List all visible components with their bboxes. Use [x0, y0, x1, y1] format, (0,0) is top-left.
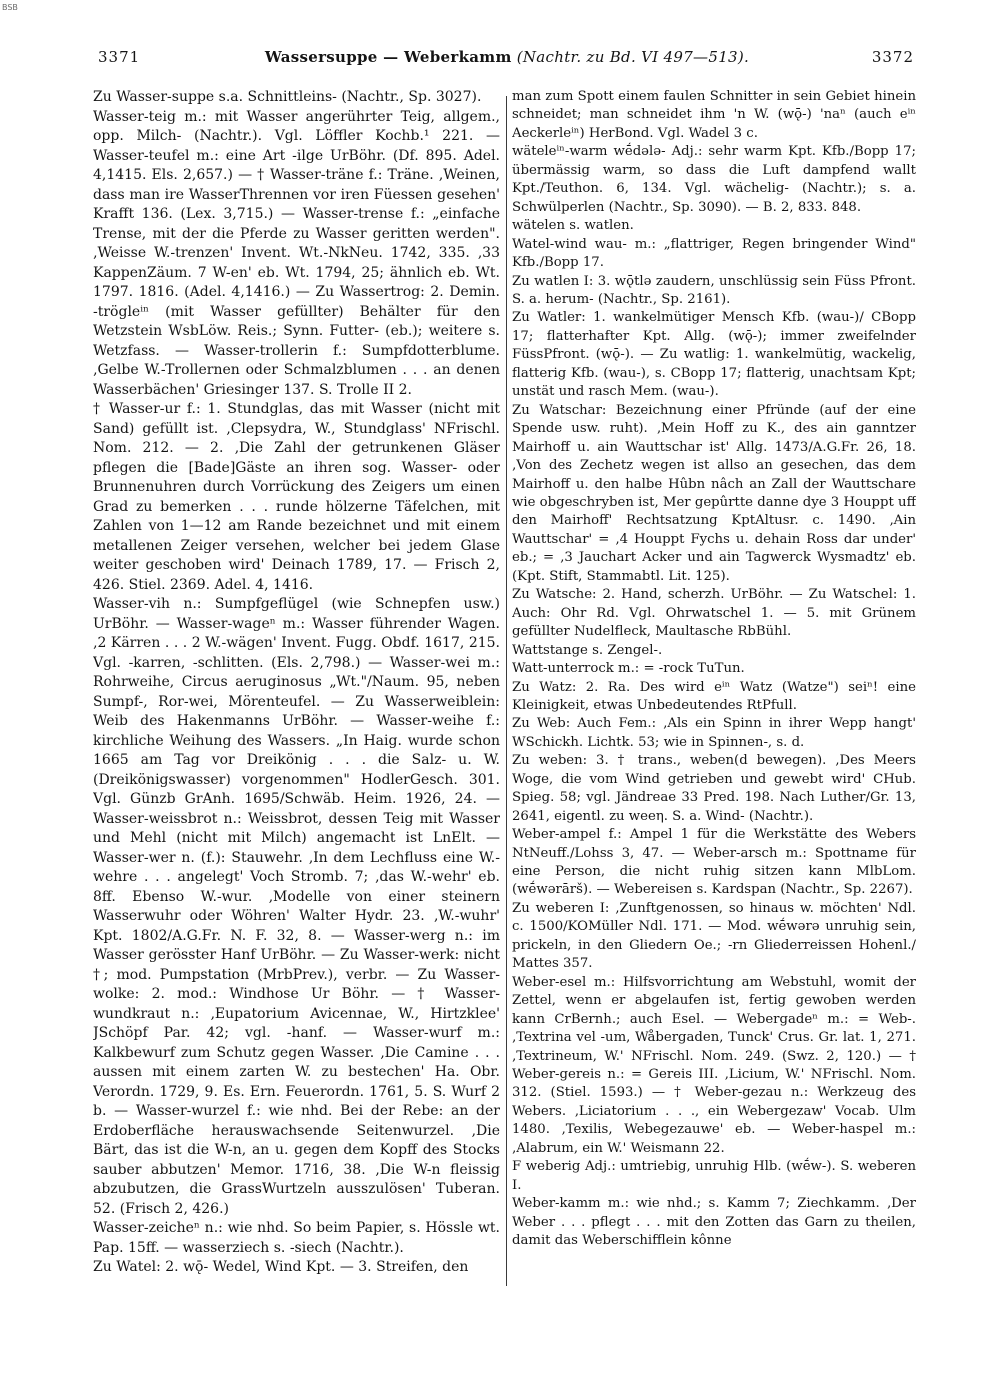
entry-paragraph: Zu Watsche: 2. Hand, scherzh. UrBöhr. — Zu Watschel: 1. Auch: Ohr Rd. Vgl. Ohrwatschel 1. — 5. mit Grünem gefüllter Nudelfleck, Maultasche RbBühl. — [512, 587, 916, 640]
page-header — [98, 48, 916, 72]
entry-paragraph: Weber-kamm m.: wie nhd.; s. Kamm 7; Ziechkamm. ‚Der Weber . . . pflegt . . . mit den Zotten das Garn zu theilen, damit das Weberschifflein kônne — [512, 1196, 916, 1249]
entry-paragraph: F weberig Adj.: umtriebig, unruhig Hlb. (wḗw-). S. weberen I. — [512, 1159, 916, 1193]
entry-paragraph: Zu weberen I: ‚Zunftgenossen, so hinaus w. möchten' Ndl. c. 1500/KOMüller Ndl. 171. — Mod. wḗwərə unruhig sein, prickeln, in den Gliedern Oe.; -rn Gliederreissen Hohenl./ Mattes 357. — [512, 900, 916, 972]
entry-paragraph: † Wasser-ur f.: 1. Stundglas, das mit Wasser (nicht mit Sand) gefüllt ist. ‚Clepsydra, W., Stundglass' NFrischl. Nom. 212. — 2. ‚Die Zahl der getrunkenen Gläser pflegen die [Bade]Gäste an ihren sog. Wasser- oder Brunnenuhren durch Vorrückung des Zeigers um einen Grad zu bemerken . . . runde hölzerne Täfelchen, mit Zahlen von 1—12 am Rande bezeichnet und mit einem metallenen Zeiger versehen, welcher bei jedem Glase weiter geschoben wird' Deinach 1789, 17. — Frisch 2, 426. Stiel. 2369. Adel. 4, 1416. — [93, 401, 500, 593]
entry-paragraph: Wattstange s. Zengel-. — [512, 642, 663, 658]
entry-paragraph: wäteleⁱⁿ-warm wḗdələ- Adj.: sehr warm Kpt. Kfb./Bopp 17; übermässig warm, so dass die Luft dampfend wallt Kpt./Teuthon. 6, 134. Vgl. wächelig- (Nachtr.); s. a. Schwülperlen (Nachtr., Sp. 3090). — B. 2, 833. 848. — [512, 144, 916, 215]
library-stamp: BSB — [2, 3, 18, 12]
running-title-main: Wassersuppe — Weberkamm — [264, 48, 512, 66]
entry-paragraph: wätelen s. watlen. — [512, 218, 634, 234]
entry-paragraph: Wasser-zeicheⁿ n.: wie nhd. So beim Papier, s. Hössle wt. Pap. 15ff. — wasserziech s. -siech (Nachtr.). — [93, 1220, 500, 1256]
page-number-left: 3371 — [98, 48, 141, 66]
entry-paragraph: Watt-unterrock m.: = -rock TuTun. — [512, 661, 745, 677]
page-number-right: 3372 — [871, 48, 914, 66]
entry-paragraph: Zu Watz: 2. Ra. Des wird eⁱⁿ Watz (Watze") seiⁿ! eine Kleinigkeit, etwas Unbedeutendes RtPfull. — [512, 679, 916, 713]
entry-paragraph: Zu Watel: 2. wǭ- Wedel, Wind Kpt. — 3. Streifen, den — [93, 1259, 469, 1275]
entry-paragraph: Zu watlen I: 3. wǭtlə zaudern, unschlüssig sein Füss Pfront. S. a. herum- (Nachtr., Sp. 2161). — [512, 273, 916, 307]
entry-paragraph: man zum Spott einem faulen Schnitter in sein Gebiet hinein schneidet; man schneidet ihm 'n W. (wǭ-) 'naⁿ (auch eⁱⁿ Aeckerleⁱⁿ) HerBond. Vgl. Wadel 3 c. — [512, 89, 916, 141]
entry-paragraph: Wasser-vih n.: Sumpfgeflügel (wie Schnepfen usw.) UrBöhr. — Wasser-wageⁿ m.: Wasser führender Wagen. ‚2 Kärren . . . 2 W.-wägen' Invent. Fugg. Obdf. 1617, 215. Vgl. -karren, -schlitten. (Els. 2,798.) — Wasser-wei m.: Rohrweihe, Circus aeruginosus „Wt."/Naum. 95, neben Sumpf-, Ror-wei, Mörenteufel. — Zu Wasserweiblein: Weib des Hakenmanns UrBöhr. — Wasser-weihe f.: kirchliche Weihung des Wassers. „In Haig. wurde schon 1665 am Tag vor Dreikönig . . . die Salz- u. W. (Dreikönigswasser) vorgenommen" HodlerGesch. 301. Vgl. Günzb GrAnh. 1695/Schwäb. Heim. 1926, 24. — Wasser-weissbrot n.: Weissbrot, dessen Teig mit Wasser und Mehl (nicht mit Milch) angemacht ist LnElt. — Wasser-wer n. (f.): Stauwehr. ‚In dem Lechfluss eine W.-wehre . . . angelegt' Voch Stromb. 7; ‚das W.-wehr' eb. 8ff. Ebenso W.-wur. ‚Modelle von einer steinern Wasserwuhr oder Wöhren' Walter Hydr. 23. ‚W.-wuhr' Kpt. 1802/A.G.Fr. N. F. 32, 8. — Wasser-werg n.: im Wasser gerösster Hanf UrBöhr. — Zu Wasser-werk: nicht †; mod. Pumpstation (MrbPrev.), verbr. — Zu Wasser-wolke: 2. mod.: Windhose Ur Böhr. — † Wasser-wundkraut n.: ‚Eupatorium Avicennae, W., Hirtzklee' JSchöpf Par. 42; vgl. -hanf. — Wasser-wurf m.: Kalkbewurf zum Schutz gegen Wasser. ‚Die Camine . . . aussen mit einem zarten W. zu bestechen' Ha. Obr. Verordn. 1729, 9. Es. Ern. Feuerordn. 1761, 5. S. Wurf 2 b. — Wasser-wurzel f.: wie nhd. Bei der Rebe: an der Erdoberfläche herauswachsende Seitenwurzel. ‚Die Bärt, das ist die W-n, an u. gegen dem Kopff des Stocks sauber abbutzen' Memor. 1716, 38. ‚Die W-n fleissig abzubutzen, die GrassWurtzeln ausszulösen' Tuberan. 52. (Frisch 2, 426.) — [93, 596, 500, 1217]
entry-paragraph: Zu weben: 3. † trans., weben(d bewegen). ‚Des Meers Woge, die vom Wind getrieben und gewebt wird' CHub. Spieg. 58; vgl. Jändreae 33 Pred. 198. Nach Luther/Gr. 13, 2641, eigentl. zu weeη. S. a. Wind- (Nachtr.). — [512, 753, 916, 824]
column-divider — [506, 96, 507, 1286]
entry-paragraph: Zu Watschar: Bezeichnung einer Pfründe (auf der eine Spende usw. ruht). ‚Mein Hoff zu K., des ain ganntzer Mairhoff u. ain Wauttschar ist' Allg. 1473/A.G.Fr. 26, 18. ‚Von des Zechetz wegen ist allso an gesechen, das dem Mairhoff u. den halbe Hûbn nâch an Zall der Wauttschare wie obgeschryben ist, Mer gepûrtte danne dye 3 Houppt uff den Mairhoff' Rechtsatzung KptAltusr. c. 1490. ‚Ain Wauttschar' = ‚4 Houppt Fychs u. dehain Ross dar under' eb.; = ‚3 Jauchart Acker und ain Tagwerck Wysmadtz' eb. (Kpt. Stift, Stammabtl. Lit. 125). — [512, 402, 916, 584]
running-title-supplement: (Nachtr. zu Bd. VI 497—513). — [516, 48, 750, 66]
entry-paragraph: Zu Watler: 1. wankelmütiger Mensch Kfb. (wau-)/ CBopp 17; flatterhafter Kpt. Allg. (wǭ-); immer zweifelnder FüssPfront. (wǭ-). — Zu watlig: 1. wankelmütig, wackelig, flatterig Kfb. (wau-), s. CBopp 17; flatterig, unachtsam Kpt; unstät und rasch Mem. (wau-). — [512, 310, 916, 400]
entry-paragraph: Watel-wind wau- m.: „flattriger, Regen bringender Wind" Kfb./Bopp 17. — [512, 236, 916, 271]
entry-paragraph: Weber-esel m.: Hilfsvorrichtung am Webstuhl, womit der Zettel, wenn er abgelaufen ist, fertig gewoben werden kann CrBernh.; auch Esel. — Webergadeⁿ m.: = Web-. ‚Textrina vel -um, Wåbergaden, Tunck' Crus. Gr. lat. 1, 271. ‚Textrineum, W.' NFrischl. Nom. 249. (Swz. 2, 120.) — † Weber-gereis n.: = Gereis III. ‚Licium, W.' NFrischl. Nom. 312. (Stiel. 1593.) — † Weber-gezau n.: Werkzeug des Webers. ‚Liciatorium . . ., ein Webergezaw' Vocab. Ulm 1480. ‚Texilis, Webegezauwe' eb. — Weber-haspel m.: ‚Alabrum, ein W.' Weismann 22. — [512, 974, 916, 1156]
entry-paragraph: Zu Wasser-suppe s.a. Schnittleins- (Nachtr., Sp. 3027). — [93, 89, 482, 105]
left-column — [93, 88, 500, 1288]
entry-paragraph: Weber-ampel f.: Ampel 1 für die Werkstätte des Webers NtNeuff./Lohss 3, 47. — Weber-arsch m.: Spottname für eine Person, die nicht ruhig sitzen kann MlbLom. (wḗwərārš). — Webereisen s. Kardspan (Nachtr., Sp. 2267). — [512, 827, 916, 898]
entry-paragraph: Wasser-teig m.: mit Wasser angerührter Teig, allgem., opp. Milch- (Nachtr.). Vgl. Löffler Kochb.¹ 221. — Wasser-teufel m.: eine Art -ilge UrBöhr. (Df. 895. Adel. 4,1415. Els. 2,657.) — † Wasser-träne f.: Träne. ‚Weinen, dass man ire WasserThrennen vor iren Füessen gesehen' Krafft 136. (Lex. 3,715.) — Wasser-trense f.: „einfache Trense, mit der die Pferde zu Wasser geritten werden". ‚Weisse W.-trenzen' Invent. Wt.-NkNeu. 1742, 335. ‚33 KappenZäum. 7 W-en' eb. Wt. 1794, 25; ähnlich eb. Wt. 1797. 1816. (Adel. 4,1416.) — Zu Wassertrog: 2. Demin. -trögleⁱⁿ (mit Wasser gefüllter) Behälter für den Wetzstein WsbLöw. Reis.; Synn. Futter- (eb.); weitere s. Wetzfass. — Wasser-trollerin f.: Sumpfdotterblume. ‚Gelbe W.-Trollernen oder Schmalzblumen . . . an denen Wasserbächen' Griesinger 137. S. Trolle II 2. — [93, 108, 500, 398]
entry-paragraph: Zu Web: Auch Fem.: ‚Als ein Spinn in ihrer Wepp hangt' WSchickh. Lichtk. 53; wie in Spinnen-, s. d. — [512, 716, 916, 750]
running-title — [98, 48, 916, 66]
right-column — [512, 88, 916, 1288]
